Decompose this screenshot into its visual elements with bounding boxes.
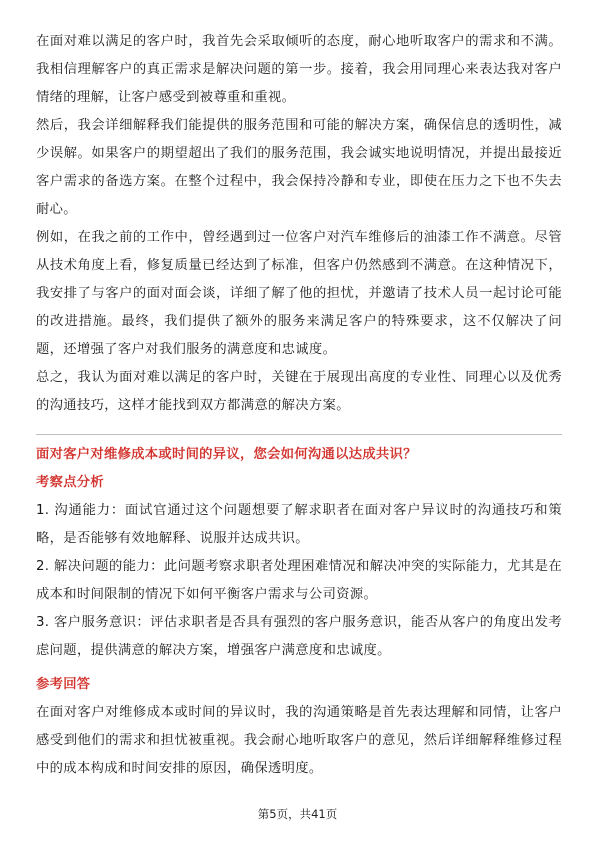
page-number: 第5页，共41页 (257, 807, 338, 821)
question-heading: 面对客户对维修成本或时间的异议，您会如何沟通以达成共识？ (36, 447, 417, 462)
analysis-point-1: 1. 沟通能力：面试官通过这个问题想要了解求职者在面对客户异议时的沟通技巧和策略，是否能够有效地解释、说服并达成共识。 (36, 503, 562, 546)
body-paragraph-2: 然后，我会详细解释我们能提供的服务范围和可能的解决方案，确保信息的透明性，减少误解。如果客户的期望超出了我们的服务范围，我会诚实地说明情况，并提出最接近客户需求的备选方案。在整个过程中，我会保持冷静和专业，即使在压力之下也不失去耐心。 (36, 118, 562, 217)
section-divider (36, 434, 562, 435)
analysis-point-2: 2. 解决问题的能力：此问题考察求职者处理困难情况和解决冲突的实际能力，尤其是在成本和时间限制的情况下如何平衡客户需求与公司资源。 (36, 559, 562, 602)
answer-heading: 参考回答 (36, 677, 91, 692)
body-paragraph-1: 在面对难以满足的客户时，我首先会采取倾听的态度，耐心地听取客户的需求和不满。我相信理解客户的真正需求是解决问题的第一步。接着，我会用同理心来表达我对客户情绪的理解，让客户感受到被尊重和重视。 (36, 34, 562, 105)
analysis-point-3: 3. 客户服务意识：评估求职者是否具有强烈的客户服务意识，能否从客户的角度出发考虑问题，提供满意的解决方案，增强客户满意度和忠诚度。 (36, 615, 562, 658)
answer-paragraph: 在面对客户对维修成本或时间的异议时，我的沟通策略是首先表达理解和同情，让客户感受到他们的需求和担忧被重视。我会耐心地听取客户的意见，然后详细解释维修过程中的成本构成和时间安排的原因，确保透明度。 (36, 705, 562, 776)
body-paragraph-4: 总之，我认为面对难以满足的客户时，关键在于展现出高度的专业性、同理心以及优秀的沟通技巧，这样才能找到双方都满意的解决方案。 (36, 370, 562, 413)
body-paragraph-3: 例如，在我之前的工作中，曾经遇到过一位客户对汽车维修后的油漆工作不满意。尽管从技术角度上看，修复质量已经达到了标准，但客户仍然感到不满意。在这种情况下，我安排了与客户的面对面会谈，详细了解了他的担忧，并邀请了技术人员一起讨论可能的改进措施。最终，我们提供了额外的服务来满足客户的特殊要求，这不仅解决了问题，还增强了客户对我们服务的满意度和忠诚度。 (36, 230, 562, 357)
analysis-heading: 考察点分析 (36, 475, 104, 490)
page-content (36, 28, 562, 783)
